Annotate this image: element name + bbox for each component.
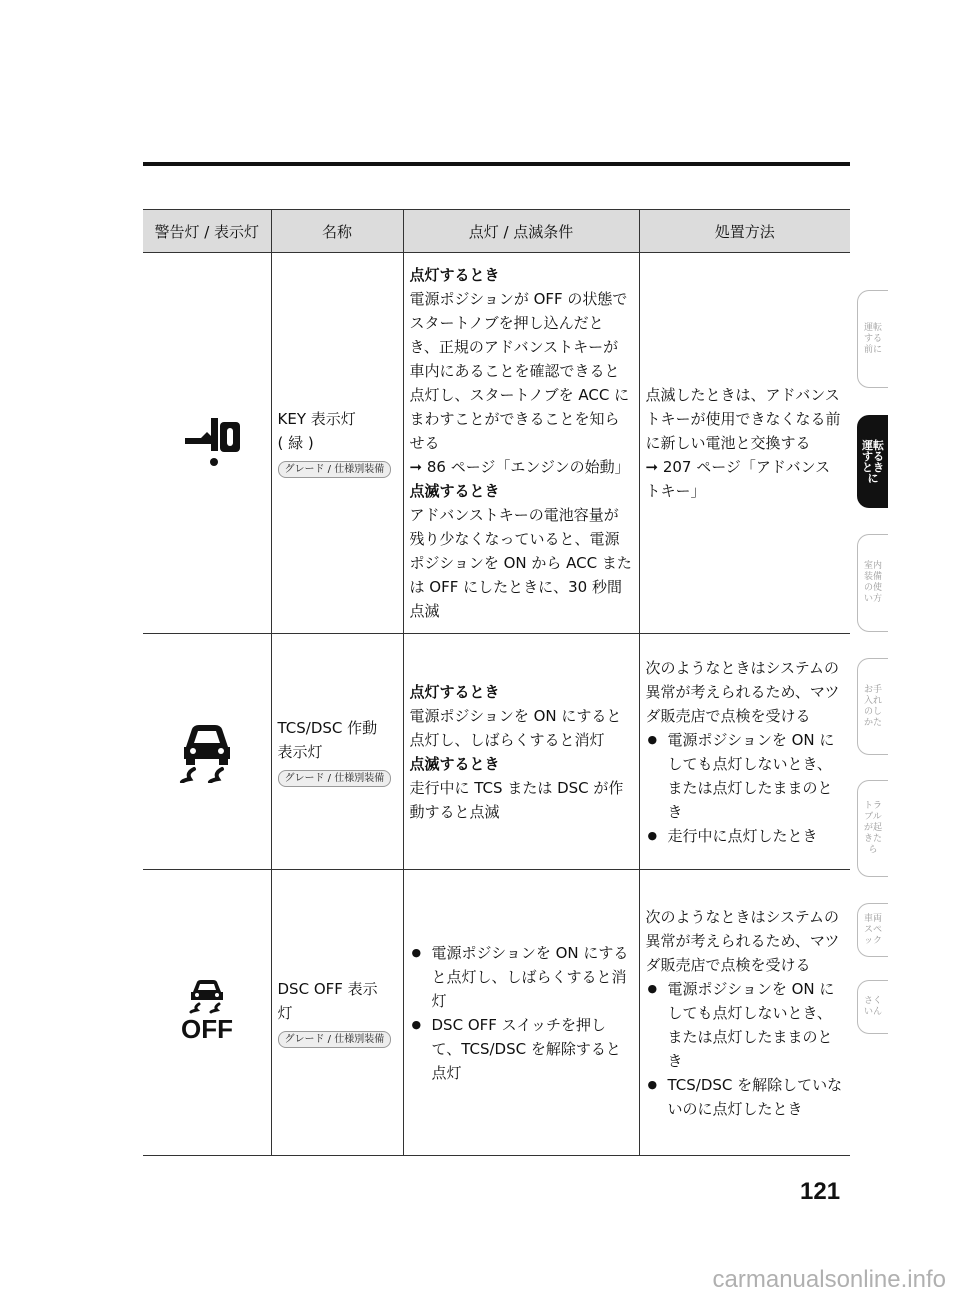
table-row: [143, 634, 850, 870]
condition-heading-lit: 点灯するとき: [409, 682, 500, 701]
dsc-off-name-line-1: DSC OFF 表示: [277, 979, 378, 998]
tcs-dsc-name-line-2: 表示灯: [277, 742, 323, 761]
key-indicator-icon-cell: [143, 253, 271, 634]
condition-bullet-list: [410, 941, 633, 1085]
action-text: 次のようなときはシステムの異常が考えられるため、マツダ販売店で点検を受ける: [645, 907, 840, 974]
grade-badge: グレード / 仕様別装備: [278, 461, 392, 478]
condition-text-lit: 電源ポジションが OFF の状態でスタートノブを押し込んだとき、正規のアドバンストキーが車内にあることを確認できると点灯し、スタートノブを ACC にまわすことができることを知らせる: [409, 290, 630, 452]
top-rule: [143, 162, 850, 166]
key-indicator-name-cell: [271, 253, 403, 634]
key-indicator-condition-cell: [403, 253, 639, 634]
header-condition: 点灯 / 点滅条件: [403, 210, 639, 253]
key-indicator-icon: [167, 410, 247, 470]
header-name: 名称: [271, 210, 403, 253]
table-row: [143, 253, 850, 634]
chapter-tab-trouble[interactable]: トラブルが起きたら: [857, 780, 888, 877]
page-reference: ➞ 207 ページ「アドバンストキー」: [645, 458, 831, 500]
dsc-off-icon-cell: [143, 870, 271, 1156]
tcs-dsc-condition-cell: [403, 634, 639, 870]
condition-text-flash: アドバンストキーの電池容量が残り少なくなっていると、電源ポジションを ON から ACC または OFF にしたときに、30 秒間点滅: [409, 506, 632, 620]
tcs-dsc-name-cell: [271, 634, 403, 870]
action-text: 点滅したときは、アドバンストキーが使用できなくなる前に新しい電池と交換する: [645, 386, 841, 452]
tcs-dsc-indicator-icon: [172, 713, 242, 783]
condition-text-flash: 走行中に TCS または DSC が作動すると点滅: [409, 778, 624, 821]
chapter-tab-index[interactable]: さくいん: [857, 980, 888, 1034]
table-row: [143, 870, 850, 1156]
list-item: ● TCS/DSC を解除していないのに点灯したとき: [646, 1073, 845, 1121]
grade-badge: グレード / 仕様別装備: [278, 770, 392, 787]
chapter-tab-interior[interactable]: 室内装備の使い方: [857, 534, 888, 632]
chapter-tab-driving[interactable]: 運転するときに: [857, 415, 888, 508]
list-item: ● 電源ポジションを ON にすると点灯し、しばらくすると消灯: [410, 941, 633, 1013]
key-indicator-name-line-1: KEY 表示灯: [277, 410, 356, 428]
tcs-dsc-name-line-1: TCS/DSC 作動: [277, 718, 378, 737]
action-text: 次のようなときはシステムの異常が考えられるため、マツダ販売店で点検を受ける: [645, 658, 840, 725]
dsc-off-condition-cell: [403, 870, 639, 1156]
header-action: 処置方法: [639, 210, 850, 253]
tcs-dsc-action-cell: [639, 634, 850, 870]
site-watermark: carmanualsonline.info: [712, 1266, 946, 1293]
table-header-row: [143, 210, 850, 253]
action-bullet-list: [646, 728, 845, 848]
condition-text-lit: 電源ポジションを ON にすると点灯し、しばらくすると消灯: [409, 706, 622, 749]
chapter-tab-care[interactable]: お手入れのしかた: [857, 658, 888, 755]
dsc-off-name-cell: [271, 870, 403, 1156]
tcs-dsc-icon-cell: [143, 634, 271, 870]
list-item: ● 走行中に点灯したとき: [646, 824, 845, 848]
key-indicator-name-line-2: ( 緑 ): [277, 434, 314, 452]
header-lamp: 警告灯 / 表示灯: [143, 210, 271, 253]
dsc-off-icon-text: OFF: [180, 1014, 233, 1044]
key-indicator-action-cell: [639, 253, 850, 634]
dsc-off-name-line-2: 灯: [277, 1003, 293, 1022]
list-item: ● 電源ポジションを ON にしても点灯しないとき、または点灯したままのとき: [646, 728, 845, 824]
dsc-off-indicator-icon: [167, 974, 247, 1044]
page-number: 121: [800, 1178, 841, 1205]
condition-heading-flash: 点滅するとき: [409, 482, 500, 500]
condition-heading-lit: 点灯するとき: [409, 266, 500, 284]
dsc-off-action-cell: [639, 870, 850, 1156]
list-item: ● DSC OFF スイッチを押して、TCS/DSC を解除すると点灯: [410, 1013, 633, 1085]
grade-badge: グレード / 仕様別装備: [278, 1031, 392, 1048]
action-bullet-list: [646, 977, 845, 1121]
warning-light-table: [143, 209, 850, 1156]
condition-heading-flash: 点滅するとき: [409, 754, 500, 773]
chapter-tab-specs[interactable]: 車両スペック: [857, 903, 888, 957]
chapter-tab-before-driving[interactable]: 運転する前に: [857, 290, 888, 388]
page-reference: ➞ 86 ページ「エンジンの始動」: [409, 458, 630, 476]
list-item: ● 電源ポジションを ON にしても点灯しないとき、または点灯したままのとき: [646, 977, 845, 1073]
